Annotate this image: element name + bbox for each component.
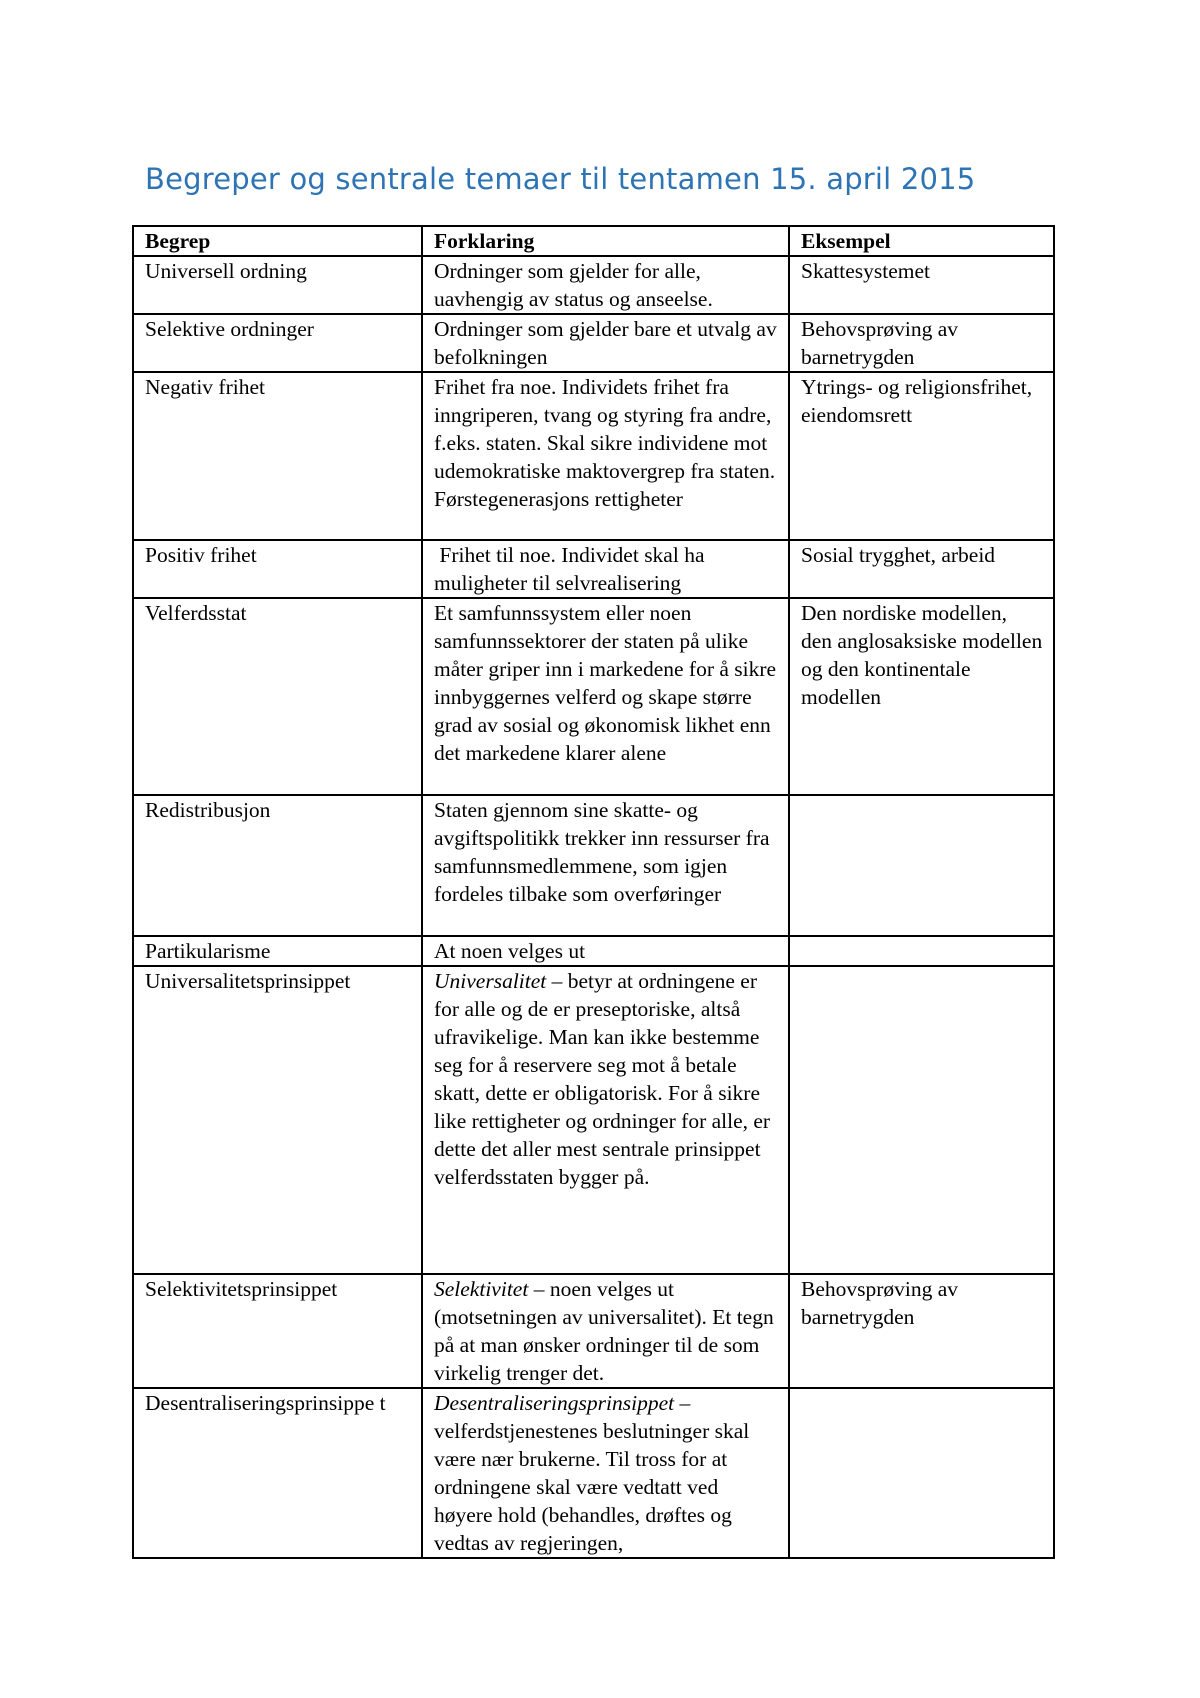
example-cell: Behovsprøving av barnetrygden	[789, 1274, 1054, 1388]
term-cell: Selektive ordninger	[133, 314, 422, 372]
explanation-lead: Selektivitet	[434, 1277, 529, 1301]
table-row	[133, 1274, 1054, 1388]
explanation-cell: Ordninger som gjelder for alle, uavhengig av status og anseelse.	[422, 256, 789, 314]
term-cell: Positiv frihet	[133, 540, 422, 598]
example-cell: Ytrings- og religionsfrihet, eiendomsrett	[789, 372, 1054, 540]
table-row	[133, 256, 1054, 314]
example-cell	[789, 1388, 1054, 1558]
example-cell: Behovsprøving av barnetrygden	[789, 314, 1054, 372]
example-cell: Sosial trygghet, arbeid	[789, 540, 1054, 598]
explanation-text: – betyr at ordningene er for alle og de er preseptoriske, altså ufravikelige. Man kan ikke bestemme seg for å reservere seg mot å betale skatt, dette er obligatorisk. For å sikre like rettigheter og ordninger for alle, er dette det aller mest sentrale prinsippet velferdsstaten bygger på.	[434, 969, 771, 1189]
explanation-lead: Universalitet	[434, 969, 547, 993]
explanation-cell: Staten gjennom sine skatte- og avgiftspolitikk trekker inn ressurser fra samfunnsmedlemmene, som igjen fordeles tilbake som overføringer	[422, 795, 789, 936]
table-header-row	[133, 226, 1054, 256]
term-cell: Partikularisme	[133, 936, 422, 966]
example-cell	[789, 795, 1054, 936]
explanation-cell: At noen velges ut	[422, 936, 789, 966]
explanation-cell: Et samfunnssystem eller noen samfunnssektorer der staten på ulike måter griper inn i markedene for å sikre innbyggernes velferd og skape større grad av sosial og økonomisk likhet enn det markedene klarer alene	[422, 598, 789, 795]
explanation-cell	[422, 1274, 789, 1388]
table-row	[133, 372, 1054, 540]
term-cell: Negativ frihet	[133, 372, 422, 540]
table-row	[133, 598, 1054, 795]
term-cell: Universalitetsprinsippet	[133, 966, 422, 1274]
explanation-cell	[422, 1388, 789, 1558]
table-row	[133, 314, 1054, 372]
explanation-lead: Desentraliseringsprinsippet	[434, 1391, 675, 1415]
concepts-table	[132, 225, 1055, 1559]
explanation-cell: Frihet til noe. Individet skal ha muligheter til selvrealisering	[422, 540, 789, 598]
term-cell: Velferdsstat	[133, 598, 422, 795]
column-header-forklaring: Forklaring	[422, 226, 789, 256]
explanation-cell	[422, 966, 789, 1274]
example-cell: Den nordiske modellen, den anglosaksiske modellen og den kontinentale modellen	[789, 598, 1054, 795]
term-cell: Desentraliseringsprinsippe t	[133, 1388, 422, 1558]
term-cell: Selektivitetsprinsippet	[133, 1274, 422, 1388]
page-title: Begreper og sentrale temaer til tentamen 15. april 2015	[145, 162, 976, 196]
explanation-text: – noen velges ut (motsetningen av universalitet). Et tegn på at man ønsker ordninger til de som virkelig trenger det.	[434, 1277, 774, 1385]
explanation-text: – velferdstjenestenes beslutninger skal være nær brukerne. Til tross for at ordningene skal være vedtatt ved høyere hold (behandles, drøftes og vedtas av regjeringen,	[434, 1391, 750, 1555]
table-row	[133, 1388, 1054, 1558]
column-header-begrep: Begrep	[133, 226, 422, 256]
example-cell	[789, 966, 1054, 1274]
explanation-cell: Frihet fra noe. Individets frihet fra inngriperen, tvang og styring fra andre, f.eks. staten. Skal sikre individene mot udemokratiske maktovergrep fra staten. Førstegenerasjons rettigheter	[422, 372, 789, 540]
term-cell: Redistribusjon	[133, 795, 422, 936]
table-row	[133, 966, 1054, 1274]
table-row	[133, 540, 1054, 598]
table-row	[133, 936, 1054, 966]
table-row	[133, 795, 1054, 936]
example-cell	[789, 936, 1054, 966]
example-cell: Skattesystemet	[789, 256, 1054, 314]
column-header-eksempel: Eksempel	[789, 226, 1054, 256]
explanation-cell: Ordninger som gjelder bare et utvalg av befolkningen	[422, 314, 789, 372]
term-cell: Universell ordning	[133, 256, 422, 314]
